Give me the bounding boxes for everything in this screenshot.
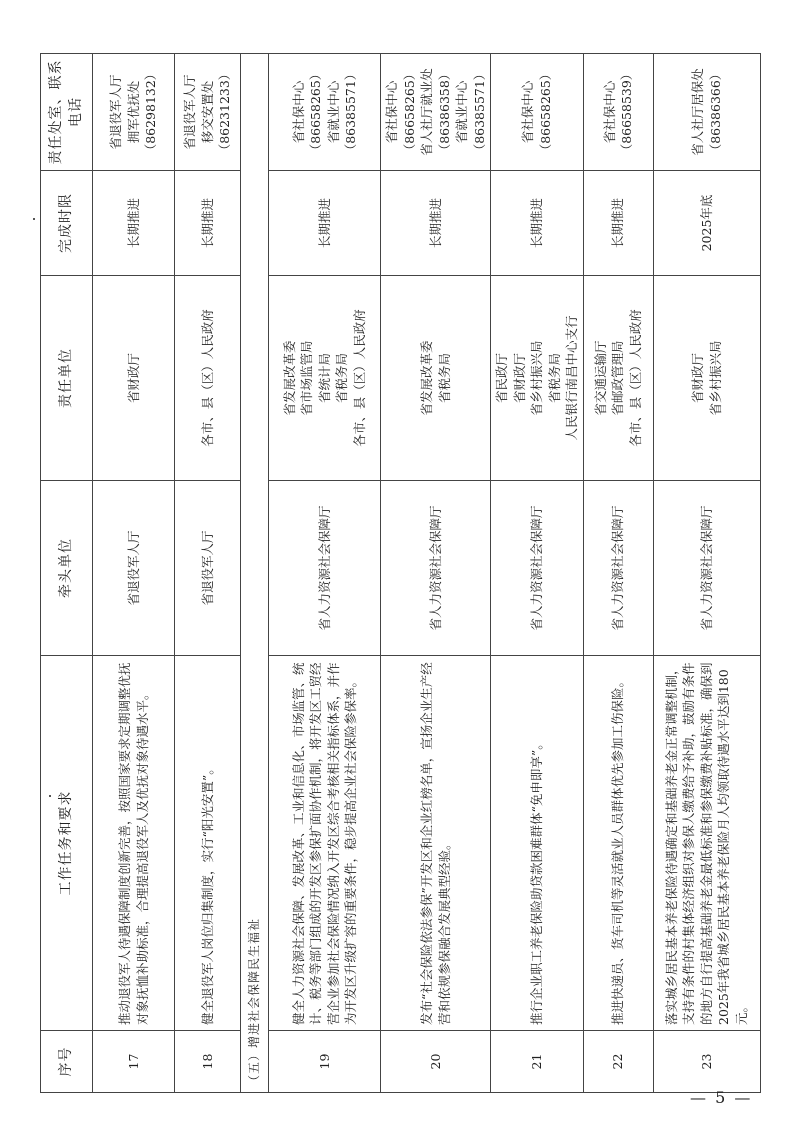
table-row	[269, 54, 381, 1093]
resp-line: 省乡村振兴局	[707, 340, 723, 416]
row-task: 发布“社会保险依法参保”开发区和企业红榜名单，宣扬企业生产经营和依规参保融合发展典型经验。	[381, 656, 491, 1031]
table-row	[381, 54, 491, 1093]
task-table	[40, 53, 761, 1093]
resp-line: 省财政厅	[125, 353, 141, 404]
row-resp	[93, 276, 175, 481]
row-seq: 18	[175, 1031, 241, 1093]
resp-line: 省市场监管局	[299, 340, 315, 416]
row-seq: 17	[93, 1031, 175, 1093]
section-row	[241, 54, 269, 1093]
row-seq: 22	[583, 1031, 653, 1093]
resp-line: 省发展改革委	[419, 340, 434, 416]
table-row	[175, 54, 241, 1093]
row-resp	[653, 276, 760, 481]
table-row	[491, 54, 584, 1093]
header-office: 责任处室、联系电话	[41, 54, 93, 171]
resp-line: 省财政厅	[511, 353, 527, 404]
row-resp	[583, 276, 653, 481]
row-lead: 省人力资源社会保障厅	[381, 481, 491, 656]
office-line: （86386358）	[436, 67, 452, 157]
table-row	[583, 54, 653, 1093]
table-row	[653, 54, 760, 1093]
row-seq: 19	[269, 1031, 381, 1093]
office-line: （86658265）	[401, 67, 417, 157]
row-office	[175, 54, 241, 171]
row-office	[381, 54, 491, 171]
resp-line: 各市、县（区）人民政府	[199, 309, 215, 447]
row-seq: 20	[381, 1031, 491, 1093]
resp-line: 省税务局	[334, 353, 350, 404]
header-seq: 序号	[41, 1031, 93, 1093]
resp-line: 各市、县（区）人民政府	[351, 309, 367, 447]
header-resp: 责任单位	[41, 276, 93, 481]
page-number: — 5 —	[690, 1088, 753, 1107]
row-resp	[381, 276, 491, 481]
table-row	[93, 54, 175, 1093]
row-deadline: 长期推进	[491, 171, 584, 276]
office-line: 移交安置处	[199, 80, 215, 144]
row-deadline: 长期推进	[381, 171, 491, 276]
office-line: （86658539）	[619, 67, 634, 157]
row-lead: 省人力资源社会保障厅	[583, 481, 653, 656]
row-deadline: 长期推进	[93, 171, 175, 276]
row-task: 推行企业职工养老保险助贷款困难群体“免申即享”。	[491, 656, 584, 1031]
resp-line: 省发展改革委	[281, 340, 297, 416]
row-seq: 21	[491, 1031, 584, 1093]
office-line: （86298132）	[143, 67, 159, 157]
row-lead: 省退役军人厅	[175, 481, 241, 656]
office-line: 省退役军人厅	[182, 74, 198, 150]
row-resp	[269, 276, 381, 481]
row-task: 推动退役军人待遇保障制度创新完善，按照国家要求定期调整优抚对象抚恤补助标准，合理提高退役军人及优抚对象待遇水平。	[93, 656, 175, 1031]
row-office	[491, 54, 584, 171]
office-line: 省人社厅居保处	[690, 68, 705, 156]
header-deadline: 完成时限	[41, 171, 93, 276]
row-task: 健全退役军人岗位归集制度，实行“阳光安置”。	[175, 656, 241, 1031]
section-title: （五）增进社会保障民生福祉	[241, 54, 269, 1093]
header-task: 工作任务和要求	[41, 656, 93, 1031]
office-line: 省就业中心	[325, 80, 341, 144]
resp-line: 各市、县（区）人民政府	[627, 309, 643, 447]
resp-line: 省财政厅	[690, 353, 705, 404]
office-line: （86231233）	[217, 67, 233, 157]
row-task: 落实城乡居民基本养老保险待遇确定和基础养老金正常调整机制，支持有条件的村集体经济组织对参保人缴费给予补助，鼓励有条件的地方自行提高基础养老金最低标准和参保缴费补贴标准，确保到2025年我省城乡居民基本养老保险月人均领取待遇水平达到180元。	[653, 656, 760, 1031]
scan-dot	[49, 795, 51, 797]
office-line: 省社保中心	[290, 80, 306, 144]
row-resp	[175, 276, 241, 481]
office-line: 拥军优抚处	[125, 80, 141, 144]
office-line: 省人社厅就业处	[419, 68, 434, 156]
scan-dot	[33, 218, 35, 220]
resp-line: 省统计局	[316, 353, 332, 404]
office-line: 省就业中心	[454, 80, 469, 144]
office-line: 省退役军人厅	[108, 74, 124, 150]
resp-line: 省交通运输厅	[592, 340, 608, 416]
office-line: 省社保中心	[601, 80, 617, 144]
row-lead: 省退役军人厅	[93, 481, 175, 656]
row-office	[93, 54, 175, 171]
row-deadline: 2025年底	[653, 171, 760, 276]
row-office	[653, 54, 760, 171]
office-line: （86385571）	[471, 67, 487, 157]
office-line: 省社保中心	[384, 80, 399, 144]
office-line: （86658265）	[537, 67, 553, 157]
rotated-table-container	[40, 54, 749, 1093]
office-line: （86385571）	[343, 67, 358, 157]
office-line: 省社保中心	[520, 80, 536, 144]
resp-line: 省民政厅	[494, 353, 509, 404]
row-lead: 省人力资源社会保障厅	[269, 481, 381, 656]
header-lead: 牵头单位	[41, 481, 93, 656]
resp-line: 省邮政管理局	[610, 340, 626, 416]
row-deadline: 长期推进	[175, 171, 241, 276]
row-seq: 23	[653, 1031, 760, 1093]
row-lead: 省人力资源社会保障厅	[653, 481, 760, 656]
resp-line: 省税务局	[436, 353, 452, 404]
row-task: 推进快递员、货车司机等灵活就业人员群体优先参加工伤保险。	[583, 656, 653, 1031]
office-line: （86658265）	[308, 67, 323, 157]
resp-line: 人民银行南昌中心支行	[564, 315, 579, 441]
office-line: （86386366）	[707, 67, 723, 157]
table-header-row	[41, 54, 93, 1093]
resp-line: 省税务局	[546, 353, 562, 404]
row-task: 健全人力资源社会保障、发展改革、工业和信息化、市场监管、统计、税务等部门组成的开发区参保扩面协作机制，将开发区工贸经营企业参加社会保险情况纳入开发区综合考核相关指标体系，并作为开发区升级扩容的重要条件，稳步提高企业社会保险参保率。	[269, 656, 381, 1031]
resp-line: 省乡村振兴局	[529, 340, 544, 416]
row-office	[583, 54, 653, 171]
row-office	[269, 54, 381, 171]
row-deadline: 长期推进	[269, 171, 381, 276]
row-lead: 省人力资源社会保障厅	[491, 481, 584, 656]
row-resp	[491, 276, 584, 481]
row-deadline: 长期推进	[583, 171, 653, 276]
